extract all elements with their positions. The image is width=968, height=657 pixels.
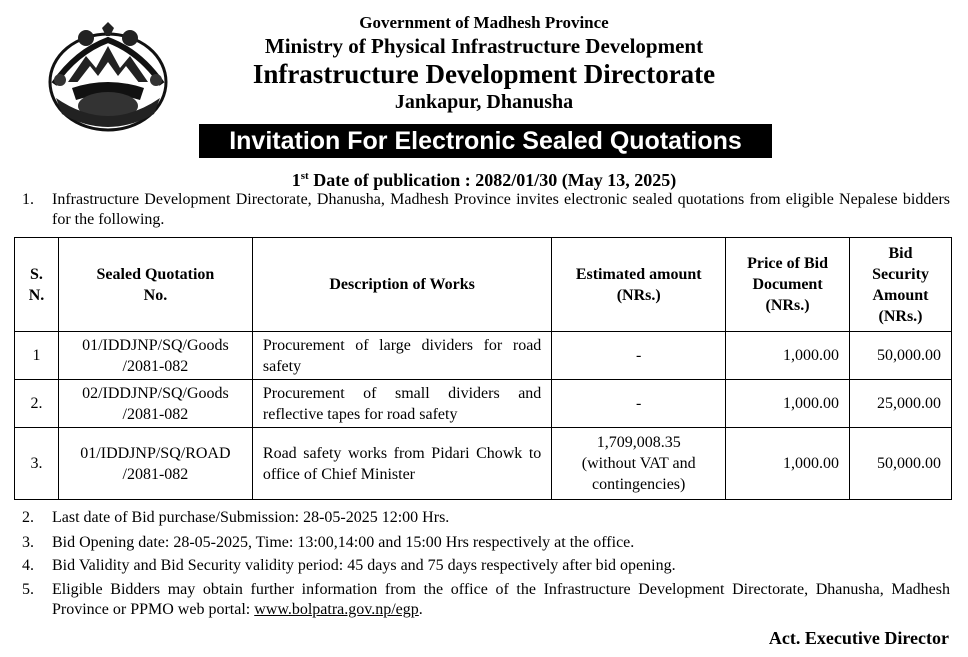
office-location: Jankapur, Dhanusha [394, 91, 574, 113]
cell-sn: 2. [15, 380, 59, 428]
letterhead [0, 12, 968, 114]
intro-text: Infrastructure Development Directorate, Dhanusha, Madhesh Province invites electronic sealed quotations from eligible Nepalese bidders for the following. [52, 191, 950, 228]
header-sn: S. N. [15, 238, 59, 332]
cell-sq-no: 02/IDDJNP/SQ/Goods /2081-082 [58, 380, 252, 428]
pub-label: Date of publication : 2082/01/30 (May 13, 2025) [308, 170, 677, 190]
point-item [22, 533, 950, 553]
cell-bid-security: 50,000.00 [850, 428, 952, 500]
cell-price: 1,000.00 [726, 332, 850, 380]
point-number: 2. [22, 509, 34, 526]
point-number: 5. [22, 581, 34, 598]
directorate-name: Infrastructure Development Directorate [252, 59, 716, 89]
header-price: Price of Bid Document (NRs.) [726, 238, 850, 332]
point-number: 3. [22, 534, 34, 551]
point-item [22, 580, 950, 620]
table-row [15, 332, 952, 380]
pub-ordinal: 1 [291, 170, 301, 190]
quotation-table [14, 237, 952, 500]
cell-estimated: - [552, 332, 726, 380]
header-estimated: Estimated amount (NRs.) [552, 238, 726, 332]
cell-description: Road safety works from Pidari Chowk to office of Chief Minister [252, 428, 551, 500]
government-name: Government of Madhesh Province [359, 13, 609, 32]
point-number: 4. [22, 557, 34, 574]
intro-paragraph [22, 190, 950, 230]
cell-sn: 3. [15, 428, 59, 500]
table-row [15, 380, 952, 428]
signature-title: Act. Executive Director [768, 628, 949, 648]
cell-sq-no: 01/IDDJNP/SQ/ROAD /2081-082 [58, 428, 252, 500]
table-header-row [15, 238, 952, 332]
header-bid-security: Bid Security Amount (NRs.) [850, 238, 952, 332]
cell-sn: 1 [15, 332, 59, 380]
point-text: Bid Opening date: 28-05-2025, Time: 13:00,14:00 and 15:00 Hrs respectively at the office. [52, 534, 635, 551]
cell-sq-no: 01/IDDJNP/SQ/Goods /2081-082 [58, 332, 252, 380]
cell-estimated: 1,709,008.35 (without VAT and contingencies) [552, 428, 726, 500]
header-description: Description of Works [252, 238, 551, 332]
point-item [22, 508, 950, 528]
publication-date [0, 165, 968, 191]
cell-bid-security: 25,000.00 [850, 380, 952, 428]
pub-ordinal-suffix: st [300, 170, 309, 182]
cell-price: 1,000.00 [726, 428, 850, 500]
notice-title-banner: Invitation For Electronic Sealed Quotations [199, 124, 772, 158]
cell-description: Procurement of large dividers for road safety [252, 332, 551, 380]
ministry-name: Ministry of Physical Infrastructure Development [264, 34, 704, 58]
point-text: Eligible Bidders may obtain further information from the office of the Infrastructure Development Directorate, Dhanusha, Madhesh Province or PPMO web portal: www.bolpatra.gov.np/egp. [52, 581, 950, 618]
cell-description: Procurement of small dividers and reflective tapes for road safety [252, 380, 551, 428]
cell-price: 1,000.00 [726, 380, 850, 428]
table-row [15, 428, 952, 500]
point-text: Last date of Bid purchase/Submission: 28-05-2025 12:00 Hrs. [52, 509, 450, 526]
point-text: Bid Validity and Bid Security validity period: 45 days and 75 days respectively after bid opening. [52, 557, 676, 574]
cell-estimated: - [552, 380, 726, 428]
cell-bid-security: 50,000.00 [850, 332, 952, 380]
ppmo-portal-link[interactable]: www.bolpatra.gov.np/egp [254, 601, 419, 618]
header-sq-no: Sealed Quotation No. [58, 238, 252, 332]
intro-number: 1. [22, 191, 34, 208]
point-item [22, 556, 950, 576]
